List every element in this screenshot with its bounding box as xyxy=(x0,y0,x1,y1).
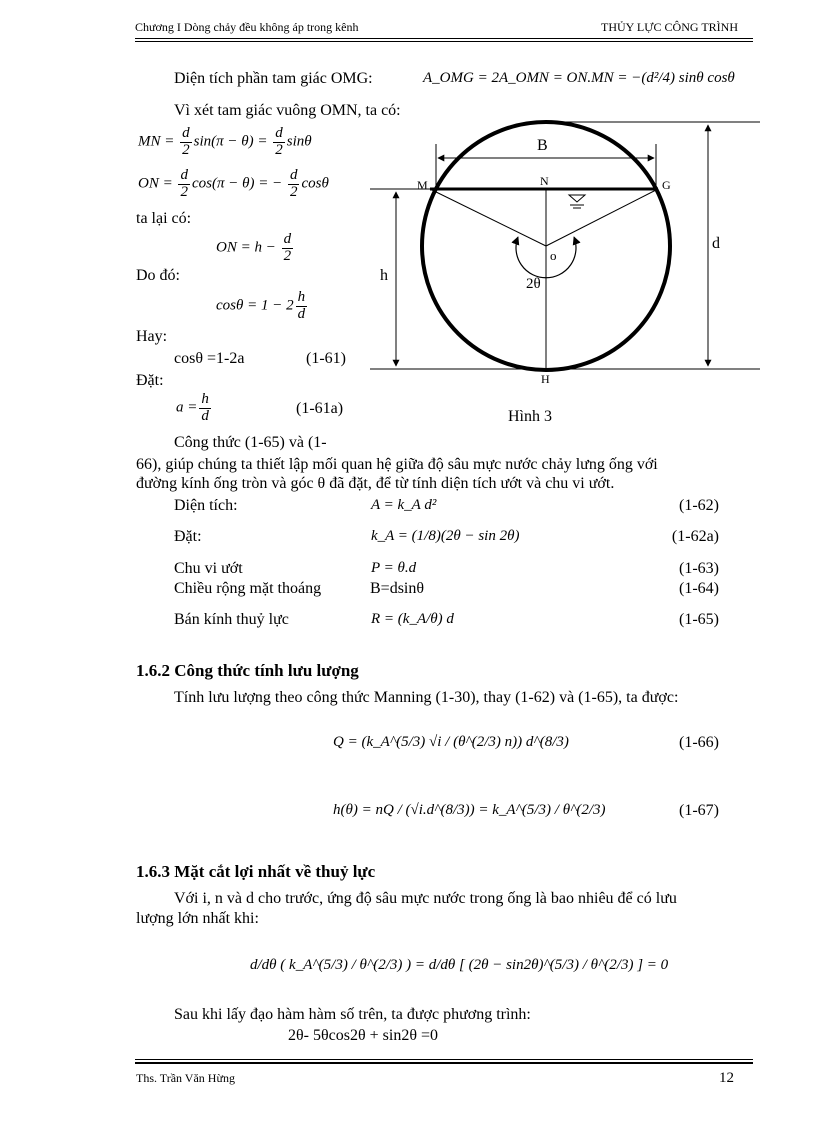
def-ka-formula: k_A = (1/8)(2θ − sin 2θ) xyxy=(371,528,520,544)
def-area-formula: A = k_A d² xyxy=(371,497,437,513)
on-frac-1 xyxy=(178,168,190,201)
def-perimeter-formula: P = θ.d xyxy=(371,560,417,576)
on-den-2: 2 xyxy=(289,183,298,200)
mn-frac-2 xyxy=(273,126,285,159)
def-radius-number: (1-65) xyxy=(679,611,719,628)
eq61-text: cosθ =1-2a xyxy=(174,350,245,367)
header-rule-2 xyxy=(135,41,753,42)
def-area-number: (1-62) xyxy=(679,497,719,514)
def-area-label: Diện tích: xyxy=(174,497,238,514)
mn-lhs: MN = xyxy=(138,133,175,150)
section-163-title: 1.6.3 Mặt cắt lợi nhất về thuỷ lực xyxy=(136,862,376,881)
on2-equation xyxy=(216,232,295,265)
on2-num: d xyxy=(283,231,292,247)
on-rhs: cosθ xyxy=(301,175,329,192)
relation-line-2: 66), giúp chúng ta thiết lập mối quan hệ giữa độ sâu mực nước chảy lưng ống với xyxy=(136,456,658,473)
figure-caption: Hình 3 xyxy=(508,408,552,425)
eq66-formula: Q = (k_A^(5/3) √i / (θ^(2/3) n)) d^(8/3) xyxy=(333,734,569,750)
footer-rule xyxy=(135,1059,753,1060)
section-163-line-1: Với i, n và d cho trước, ứng độ sâu mực nước trong ống là bao nhiêu để có lưu xyxy=(174,890,677,907)
def-width-label: Chiều rộng mặt thoáng xyxy=(174,580,322,597)
header-rule xyxy=(135,38,753,39)
water-level-icon xyxy=(569,195,585,208)
footer-rule-2 xyxy=(135,1062,753,1064)
label-g: G xyxy=(662,178,671,192)
footer-author: Ths. Trần Văn Hừng xyxy=(136,1071,235,1085)
mn-num-1: d xyxy=(182,125,190,141)
on-den-1: 2 xyxy=(180,183,188,200)
eq61a-equation xyxy=(176,392,213,425)
triangle-area-label: Diện tích phần tam giác OMG: xyxy=(174,70,373,87)
eq66-number: (1-66) xyxy=(679,734,719,751)
label-h: h xyxy=(380,267,388,284)
def-radius-formula: R = (k_A/θ) d xyxy=(371,611,454,627)
also-text: ta lại có: xyxy=(136,210,192,227)
derivative-equation: d/dθ ( k_A^(5/3) / θ^(2/3) ) = d/dθ [ (2θ − sin2θ)^(5/3) / θ^(2/3) ] = 0 xyxy=(250,957,669,973)
on-num-2: d xyxy=(289,167,298,183)
mn-den-2: 2 xyxy=(275,141,283,158)
label-n: N xyxy=(540,174,549,188)
eq61a-num: h xyxy=(201,391,209,407)
set-text: Đặt: xyxy=(136,372,164,389)
eq61-number: (1-61) xyxy=(306,350,346,367)
label-m: M xyxy=(417,178,428,192)
label-d: d xyxy=(712,235,720,252)
pipe-cross-section-figure xyxy=(370,112,762,402)
eq67-number: (1-67) xyxy=(679,802,719,819)
def-perimeter-number: (1-63) xyxy=(679,560,719,577)
on-num-1: d xyxy=(180,167,188,183)
mn-rhs: sinθ xyxy=(286,133,312,150)
eq61a-number: (1-61a) xyxy=(296,400,344,417)
eq61a-lhs: a = xyxy=(176,399,198,416)
relation-line-1: Công thức (1-65) và (1- xyxy=(174,434,327,451)
relation-line-3: đường kính ống tròn và góc θ đã đặt, để từ tính diện tích ướt và chu vi ướt. xyxy=(136,475,615,492)
def-width-number: (1-64) xyxy=(679,580,719,597)
mn-frac-1 xyxy=(180,126,192,159)
on-equation xyxy=(138,168,329,201)
header-subject: THỦY LỰC CÔNG TRÌNH xyxy=(601,20,738,34)
mn-equation xyxy=(138,126,312,159)
triangle-area-formula: A_OMG = 2A_OMN = ON.MN = −(d²/4) sinθ cosθ xyxy=(423,70,735,86)
cos-frac xyxy=(296,290,308,323)
section-163-line-2: lượng lớn nhất khi: xyxy=(136,910,259,927)
label-o: o xyxy=(550,248,557,263)
label-b: B xyxy=(537,137,548,154)
def-width-formula: B=dsinθ xyxy=(370,580,425,597)
radius-og xyxy=(546,189,658,246)
def-ka-label: Đặt: xyxy=(174,528,202,545)
section-162-title: 1.6.2 Công thức tính lưu lượng xyxy=(136,661,359,680)
or-text: Hay: xyxy=(136,328,168,345)
def-ka-number: (1-62a) xyxy=(671,528,719,545)
label-bottom-h: H xyxy=(541,372,550,386)
def-radius-label: Bán kính thuỷ lực xyxy=(174,611,289,628)
right-triangle-text: Vì xét tam giác vuông OMN, ta có: xyxy=(174,102,401,119)
section-162-text: Tính lưu lượng theo công thức Manning (1-30), thay (1-62) và (1-65), ta được: xyxy=(174,689,679,706)
cos-equation xyxy=(216,290,309,323)
eq61a-den: d xyxy=(201,407,209,424)
on2-lhs: ON = h − xyxy=(216,239,276,256)
cos-lhs: cosθ = 1 − 2 xyxy=(216,297,294,314)
cos-den: d xyxy=(297,305,306,322)
therefore-text: Do đó: xyxy=(136,267,180,284)
on-lhs: ON = xyxy=(138,175,173,192)
on-mid: cos(π − θ) = − xyxy=(191,175,283,192)
final-equation: 2θ- 5θcos2θ + sin2θ =0 xyxy=(288,1027,439,1044)
section-163-line-3: Sau khi lấy đạo hàm hàm số trên, ta được phương trình: xyxy=(174,1006,531,1023)
def-perimeter-label: Chu vi ướt xyxy=(174,560,243,577)
label-2theta: 2θ xyxy=(526,276,541,292)
eq67-formula: h(θ) = nQ / (√i.d^(8/3)) = k_A^(5/3) / θ^(2/3) xyxy=(333,802,606,818)
header-chapter: Chương I Dòng chảy đều không áp trong kênh xyxy=(135,20,359,34)
eq61a-frac xyxy=(199,392,211,425)
mn-num-2: d xyxy=(275,125,283,141)
on2-den: 2 xyxy=(283,247,292,264)
page-number: 12 xyxy=(719,1070,734,1086)
radius-om xyxy=(430,189,546,246)
cos-num: h xyxy=(297,289,306,305)
on-frac-2 xyxy=(288,168,300,201)
mn-mid: sin(π − θ) = xyxy=(193,133,268,150)
mn-den-1: 2 xyxy=(182,141,190,158)
on2-frac xyxy=(282,232,294,265)
